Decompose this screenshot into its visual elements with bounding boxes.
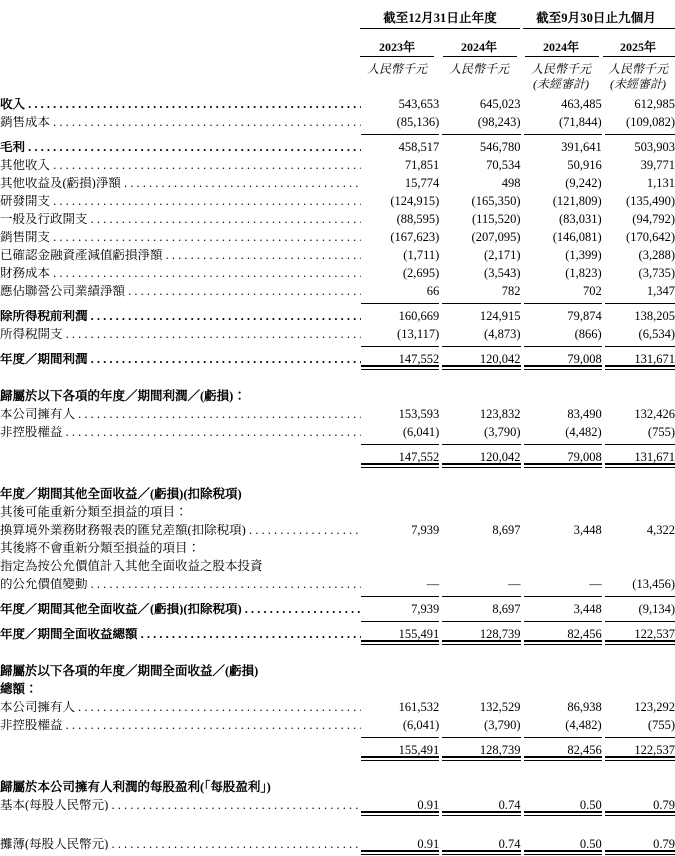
table-row (0, 597, 675, 615)
double-rule-c1 (361, 850, 439, 855)
cell-associates-c2: 782 (501, 283, 521, 298)
row-label-impairment: 已確認金融資產減值虧損淨額 . . . (0, 249, 361, 262)
cell-attrib-profit-total-c2: 120,042 (479, 449, 521, 464)
table-row (0, 171, 675, 189)
cell-tci-total-c3: 82,456 (567, 626, 602, 641)
row-label-selling: 銷售開支 . . . (0, 231, 361, 244)
header-year-2024-annual: 2024年 (460, 40, 497, 54)
cell-attrib-profit-total-c4: 131,671 (634, 449, 675, 464)
row-label-attrib-tci-head2: 總額： (0, 681, 38, 696)
cell-fx-c2: 8,697 (492, 522, 521, 537)
cell-oci-total-c3: 3,448 (573, 601, 602, 616)
subtotal-rule-row (0, 128, 675, 135)
cell-selling-c3: (146,081) (552, 229, 602, 244)
cell-admin-c2: (115,520) (472, 211, 521, 226)
table-row (0, 322, 675, 340)
cell-admin-c3: (83,031) (559, 211, 602, 226)
cell-profit-c3: 79,008 (567, 351, 602, 366)
cell-profit-c2: 120,042 (479, 351, 521, 366)
row-label-fx-translation: 換算境外業務財務報表的匯兌差額(扣除稅項) . . . (0, 524, 361, 537)
table-row (0, 304, 675, 322)
cell-eps-diluted-c4: 0.79 (653, 836, 675, 851)
cell-rnd-c2: (165,350) (471, 193, 521, 208)
spacer-row (0, 645, 675, 659)
cell-eps-basic-c4: 0.79 (653, 797, 675, 812)
cell-owners-tci-c1: 161,532 (398, 699, 440, 714)
cell-attrib-profit-total-c1: 147,552 (398, 449, 440, 464)
row-label-gross-profit: 毛利 . . . (0, 141, 361, 154)
cell-finance-c2: (3,543) (484, 265, 521, 280)
table-row (0, 384, 675, 402)
row-label-owners-profit: 本公司擁有人 . . . (0, 408, 361, 421)
cell-tax-c3: (866) (574, 326, 602, 341)
cell-owners-profit-c3: 83,490 (567, 406, 602, 421)
row-label-revenue: 收入 . . . (0, 98, 361, 111)
cell-nci-profit-c4: (755) (647, 424, 675, 439)
subtotal-rule-row (0, 438, 675, 445)
row-label-attrib-tci-head1: 歸屬於以下各項的年度／期間全面收益／(虧損) (0, 663, 259, 678)
row-label-fvoci-line1: 指定為按公允價值計入其他全面收益之股本投資 (0, 558, 263, 573)
cell-other-gains-c2: 498 (501, 175, 521, 190)
cell-pbt-c3: 79,874 (567, 308, 602, 323)
cell-pbt-c1: 160,669 (398, 308, 440, 323)
cell-impairment-c2: (2,171) (484, 247, 521, 262)
row-label-other-income: 其他收入 . . . (0, 159, 361, 172)
table-row (0, 207, 675, 225)
cell-tax-c4: (6,534) (638, 326, 675, 341)
spacer-row (0, 370, 675, 384)
cell-rnd-c4: (135,490) (626, 193, 675, 208)
table-row (0, 695, 675, 713)
cell-tci-total-c1: 155,491 (398, 626, 440, 641)
table-row (0, 261, 675, 279)
row-label-profit-before-tax: 除所得稅前利潤 . . . (0, 310, 361, 323)
table-row (0, 554, 675, 572)
cell-attrib-tci-total-c1: 155,491 (398, 742, 440, 757)
cell-gross-c3: 391,641 (561, 139, 602, 154)
header-unit-col4: 人民幣千元 (607, 62, 668, 76)
cell-owners-tci-c2: 132,529 (479, 699, 521, 714)
cell-impairment-c3: (1,399) (565, 247, 602, 262)
header-year-2023-rule (360, 56, 434, 57)
cell-owners-profit-c2: 123,832 (479, 406, 521, 421)
header-year-2025-interim-rule (603, 56, 675, 57)
cell-associates-c4: 1,347 (646, 283, 675, 298)
row-label-attrib-profit-head: 歸屬於以下各項的年度／期間利潤／(虧損)： (0, 388, 246, 403)
cell-oci-total-c1: 7,939 (411, 601, 440, 616)
cell-other-gains-c4: 1,131 (646, 175, 675, 190)
cell-tci-total-c2: 128,739 (479, 626, 521, 641)
income-statement-table (0, 92, 675, 855)
cell-other-gains-c3: (9,242) (565, 175, 602, 190)
row-label-oci-head: 年度／期間其他全面收益／(虧損)(扣除稅項) (0, 486, 242, 501)
cell-eps-diluted-c3: 0.50 (579, 836, 602, 851)
cell-nci-tci-c2: (3,790) (484, 717, 521, 732)
cell-fvoci-c2: — (508, 576, 521, 591)
cell-selling-c4: (170,642) (626, 229, 675, 244)
cell-cost-c4: (109,082) (626, 114, 675, 129)
double-rule-c3 (524, 850, 602, 855)
cell-associates-c1: 66 (426, 283, 440, 298)
cell-attrib-profit-total-c3: 79,008 (567, 449, 602, 464)
table-row (0, 738, 675, 756)
cell-cost-c1: (85,136) (396, 114, 440, 129)
cell-nci-tci-c3: (4,482) (565, 717, 602, 732)
row-label-nci-tci: 非控股權益 . . . (0, 719, 361, 732)
table-header (0, 0, 675, 92)
table-row (0, 793, 675, 811)
header-note-col3: (未經審計) (533, 77, 589, 91)
row-label-eps-basic: 基本(每股人民幣元) . . . (0, 799, 361, 812)
table-row (0, 536, 675, 554)
cell-nci-tci-c1: (6,041) (402, 717, 440, 732)
table-row (0, 92, 675, 110)
header-group-interim-rule (523, 28, 675, 29)
header-unit-col1: 人民幣千元 (366, 62, 427, 76)
header-group-annual: 截至12月31日止年度 (383, 11, 497, 25)
cell-owners-tci-c3: 86,938 (567, 699, 602, 714)
cell-pbt-c4: 138,205 (634, 308, 675, 323)
row-label-tci-total: 年度／期間全面收益總額 . . . (0, 628, 361, 641)
cell-profit-c4: 131,671 (634, 351, 675, 366)
table-row (0, 279, 675, 297)
cell-eps-diluted-c1: 0.91 (417, 836, 440, 851)
subtotal-rule-row (0, 731, 675, 738)
cell-rnd-c3: (121,809) (552, 193, 602, 208)
cell-impairment-c1: (1,711) (403, 247, 440, 262)
row-label-oci-total: 年度／期間其他全面收益／(虧損)(扣除稅項) . . . (0, 603, 361, 616)
row-label-eps-head: 歸屬於本公司擁有人利潤的每股盈利(「每股盈利」) (0, 779, 271, 794)
table-row (0, 110, 675, 128)
cell-selling-c1: (167,623) (390, 229, 440, 244)
table-row (0, 572, 675, 590)
table-row (0, 189, 675, 207)
cell-owners-profit-c4: 132,426 (634, 406, 675, 421)
cell-cost-c3: (71,844) (559, 114, 602, 129)
subtotal-rule-row (0, 590, 675, 597)
header-year-2023: 2023年 (378, 40, 415, 54)
double-rule-c4 (605, 850, 675, 855)
cell-other-income-c4: 39,771 (640, 157, 675, 172)
cell-eps-diluted-c2: 0.74 (498, 836, 521, 851)
table-row (0, 402, 675, 420)
cell-finance-c1: (2,695) (402, 265, 440, 280)
row-label-admin: 一般及行政開支 . . . (0, 213, 361, 226)
table-row (0, 622, 675, 640)
table-row (0, 659, 675, 677)
cell-other-gains-c1: 15,774 (404, 175, 440, 190)
cell-owners-tci-c4: 123,292 (634, 699, 675, 714)
cell-gross-c4: 503,903 (634, 139, 675, 154)
cell-fvoci-c1: — (426, 576, 440, 591)
row-label-finance-cost: 財務成本 . . . (0, 267, 361, 280)
cell-other-income-c3: 50,916 (567, 157, 602, 172)
cell-tci-total-c4: 122,537 (634, 626, 675, 641)
cell-other-income-c2: 70,534 (486, 157, 521, 172)
cell-oci-total-c2: 8,697 (492, 601, 521, 616)
cell-revenue-c1: 543,653 (398, 96, 440, 111)
table-row (0, 677, 675, 695)
cell-associates-c3: 702 (582, 283, 602, 298)
cell-fx-c3: 3,448 (573, 522, 602, 537)
cell-fx-c1: 7,939 (411, 522, 440, 537)
row-label-rnd: 研發開支 . . . (0, 195, 361, 208)
table-row (0, 347, 675, 365)
row-label-fvoci-line2: 的公允價值變動 . . . (0, 578, 361, 591)
cell-fx-c4: 4,322 (646, 522, 675, 537)
cell-gross-c1: 458,517 (398, 139, 440, 154)
table-row (0, 153, 675, 171)
header-year-2024-interim: 2024年 (542, 40, 579, 54)
cell-cost-c2: (98,243) (477, 114, 521, 129)
row-label-other-gains: 其他收益及(虧損)淨額 . . . (0, 177, 361, 190)
row-label-oci-reclass-head: 其後可能重新分類至損益的項目： (0, 504, 188, 519)
spacer-row (0, 816, 675, 832)
cell-profit-c1: 147,552 (398, 351, 440, 366)
cell-selling-c2: (207,095) (471, 229, 521, 244)
cell-pbt-c2: 124,915 (479, 308, 521, 323)
table-row (0, 420, 675, 438)
header-unit-col3: 人民幣千元 (530, 62, 591, 76)
cell-nci-tci-c4: (755) (647, 717, 675, 732)
row-label-income-tax: 所得稅開支 . . . (0, 328, 361, 341)
subtotal-rule-row (0, 297, 675, 304)
header-year-2024-annual-rule (443, 56, 517, 57)
cell-oci-total-c4: (9,134) (638, 601, 675, 616)
cell-tax-c1: (13,117) (397, 326, 440, 341)
cell-fvoci-c4: (13,456) (632, 576, 675, 591)
double-rule-c2 (442, 850, 520, 855)
cell-attrib-tci-total-c3: 82,456 (567, 742, 602, 757)
cell-admin-c1: (88,595) (396, 211, 440, 226)
cell-rnd-c1: (124,915) (390, 193, 440, 208)
cell-eps-basic-c2: 0.74 (498, 797, 521, 812)
cell-eps-basic-c1: 0.91 (417, 797, 440, 812)
row-label-owners-tci: 本公司擁有人 . . . (0, 701, 361, 714)
cell-other-income-c1: 71,851 (404, 157, 440, 172)
cell-gross-c2: 546,780 (479, 139, 521, 154)
cell-finance-c3: (1,823) (565, 265, 602, 280)
subtotal-rule-row (0, 340, 675, 347)
table-row (0, 135, 675, 153)
table-row (0, 445, 675, 463)
table-row (0, 518, 675, 536)
cell-owners-profit-c1: 153,593 (398, 406, 440, 421)
cell-impairment-c4: (3,288) (638, 247, 675, 262)
cell-finance-c4: (3,735) (638, 265, 675, 280)
table-row (0, 713, 675, 731)
spacer-row (0, 468, 675, 482)
grandtotal-rule-row (0, 850, 675, 855)
cell-nci-profit-c2: (3,790) (484, 424, 521, 439)
header-group-interim: 截至9月30日止九個月 (536, 11, 656, 25)
header-year-2024-interim-rule (525, 56, 599, 57)
cell-admin-c4: (94,792) (632, 211, 675, 226)
row-label-profit-period: 年度／期間利潤 . . . (0, 353, 361, 366)
header-note-col4: (未經審計) (610, 77, 666, 91)
table-row (0, 832, 675, 850)
header-unit-col2: 人民幣千元 (448, 62, 509, 76)
cell-revenue-c3: 463,485 (561, 96, 602, 111)
table-row (0, 482, 675, 500)
cell-tax-c2: (4,873) (484, 326, 521, 341)
table-row (0, 500, 675, 518)
header-group-annual-rule (360, 28, 520, 29)
table-row (0, 775, 675, 793)
cell-nci-profit-c3: (4,482) (565, 424, 602, 439)
row-label-eps-diluted: 攤薄(每股人民幣元) . . . (0, 838, 361, 851)
cell-revenue-c2: 645,023 (479, 96, 521, 111)
table-row (0, 225, 675, 243)
cell-eps-basic-c3: 0.50 (579, 797, 602, 812)
subtotal-rule-row (0, 615, 675, 622)
header-year-2025-interim: 2025年 (619, 40, 656, 54)
row-label-nci-profit: 非控股權益 . . . (0, 426, 361, 439)
cell-fvoci-c3: — (589, 576, 602, 591)
row-label-oci-nonreclass-head: 其後將不會重新分類至損益的項目： (0, 540, 201, 555)
row-label-associates: 應佔聯營公司業績淨額 . . . (0, 285, 361, 298)
spacer-row (0, 761, 675, 775)
cell-nci-profit-c1: (6,041) (402, 424, 440, 439)
table-row (0, 243, 675, 261)
cell-attrib-tci-total-c4: 122,537 (634, 742, 675, 757)
cell-revenue-c4: 612,985 (634, 96, 675, 111)
row-label-cost-of-sales: 銷售成本 . . . (0, 116, 361, 129)
cell-attrib-tci-total-c2: 128,739 (479, 742, 521, 757)
